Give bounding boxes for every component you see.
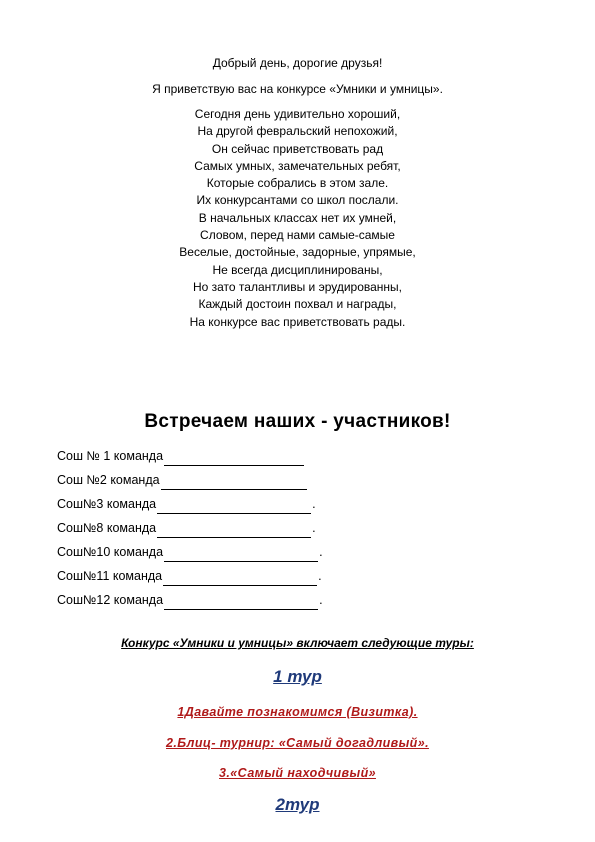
team-dot: . [319,593,323,607]
team-row [57,490,323,514]
team-row [57,562,323,586]
team-dot: . [318,569,322,583]
poem-line: Но зато талантливы и эрудированны, [192,279,403,294]
poem-line: Он сейчас приветствовать рад [211,141,384,156]
poem-line: В начальных классах нет их умней, [198,210,397,225]
team-dot: . [312,497,316,511]
tour-item-wrap [0,703,595,721]
tour-item-wrap [0,764,595,782]
tour-2-heading: 2тур [275,795,320,814]
poem [0,106,595,331]
team-label: Сош№11 команда [57,569,163,583]
blank-line [164,595,318,610]
poem-line: Которые собрались в этом зале. [206,176,389,191]
blank-line [157,523,311,538]
greeting-line: Добрый день, дорогие друзья! [212,56,383,70]
tour-1-heading: 1 тур [273,667,322,686]
team-row [57,442,323,466]
poem-line: Не всегда дисциплинированы, [212,262,383,277]
team-row [57,514,323,538]
blank-line [164,451,304,466]
poem-line: Их конкурсантами со школ послали. [196,193,399,208]
participants-heading: Встречаем наших - участников! [144,411,451,432]
team-row [57,538,323,562]
team-label: Сош №2 команда [57,473,160,487]
team-list [57,442,323,610]
team-label: Сош № 1 команда [57,449,164,463]
tours-title: Конкурс «Умники и умницы» включает следующие туры: [121,636,474,650]
team-row [57,466,323,490]
team-label: Сош№3 команда [57,497,157,511]
tour-item: 2.Блиц- турнир: «Самый догадливый». [166,736,429,750]
poem-line: Сегодня день удивительно хороший, [194,107,401,121]
tour-item: 1Давайте познакомимся (Визитка). [177,705,418,719]
team-label: Сош№8 команда [57,521,157,535]
tour-item-wrap [0,734,595,752]
poem-line: На конкурсе вас приветствовать рады. [189,314,406,329]
blank-line [163,571,317,586]
team-label: Сош№12 команда [57,593,164,607]
poem-line: Словом, перед нами самые-самые [200,228,395,243]
tour-2-heading-wrap [0,795,595,815]
team-dot: . [319,545,323,559]
blank-line [161,475,307,490]
poem-line: На другой февральский непохожий, [197,124,398,139]
tour-1-heading-wrap [0,667,595,687]
blank-line [157,499,311,514]
poem-line: Каждый достоин похвал и награды, [198,297,397,312]
intro-line: Я приветствую вас на конкурсе «Умники и умницы». [152,82,443,96]
tour-item: 3.«Самый находчивый» [219,766,376,780]
team-row [57,586,323,610]
team-dot: . [312,521,316,535]
team-label: Сош№10 команда [57,545,164,559]
blank-line [164,547,318,562]
poem-line: Самых умных, замечательных ребят, [194,158,401,173]
poem-line: Веселые, достойные, задорные, упрямые, [179,245,416,260]
